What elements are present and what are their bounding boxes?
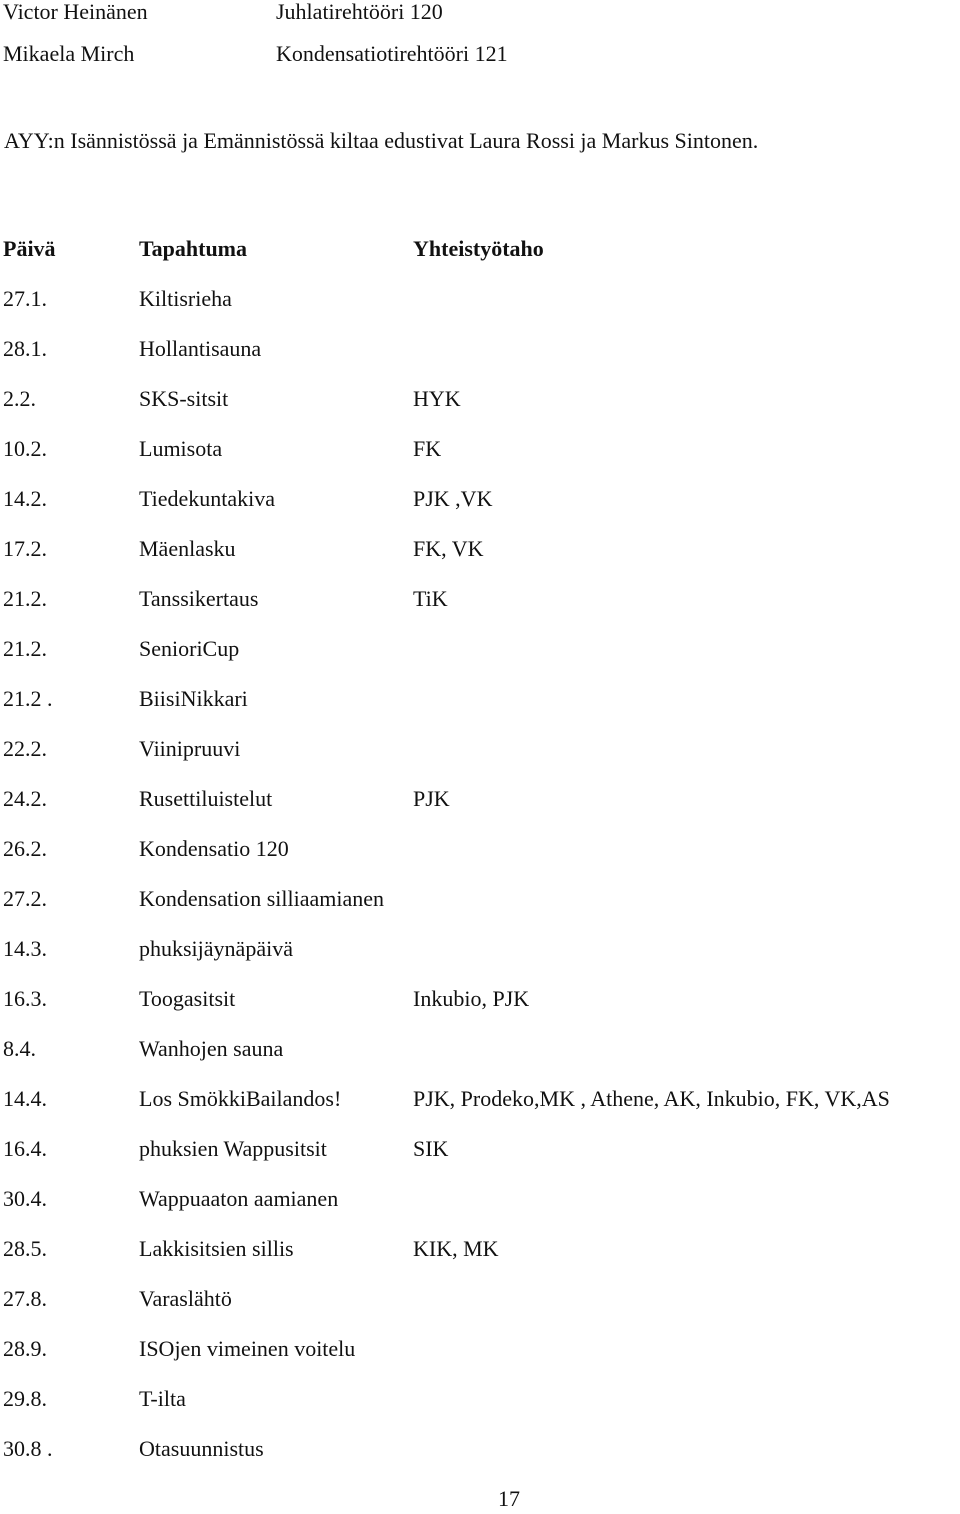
row-date: 28.9. (3, 1336, 47, 1361)
person-name: Victor Heinänen (3, 0, 148, 24)
row-event: Kondensation silliaamianen (139, 886, 384, 911)
row-date: 24.2. (3, 786, 47, 811)
row-partner: FK (413, 436, 442, 461)
page-number: 17 (498, 1486, 520, 1511)
row-date: 28.1. (3, 336, 47, 361)
row-partner: PJK (413, 786, 450, 811)
row-event: Rusettiluistelut (139, 786, 273, 811)
row-partner: PJK ,VK (413, 486, 493, 511)
row-date: 21.2. (3, 636, 47, 661)
row-date: 30.4. (3, 1186, 47, 1211)
row-event: Lakkisitsien sillis (139, 1236, 294, 1261)
row-partner: TiK (413, 586, 448, 611)
row-date: 16.3. (3, 986, 47, 1011)
row-event: Mäenlasku (139, 536, 236, 561)
header-event: Tapahtuma (139, 236, 248, 261)
row-partner: Inkubio, PJK (413, 986, 530, 1011)
row-partner: FK, VK (413, 536, 484, 561)
row-event: Los SmökkiBailandos! (139, 1086, 342, 1111)
row-date: 2.2. (3, 386, 36, 411)
row-event: Kiltisrieha (139, 286, 232, 311)
row-event: phuksijäynäpäivä (139, 936, 293, 961)
row-partner: PJK, Prodeko,MK , Athene, AK, Inkubio, FK, VK,AS (413, 1086, 890, 1111)
row-date: 14.2. (3, 486, 47, 511)
row-event: BiisiNikkari (139, 686, 248, 711)
row-event: Toogasitsit (139, 986, 236, 1011)
person-name: Mikaela Mirch (3, 41, 135, 66)
row-event: T-ilta (139, 1386, 186, 1411)
row-date: 10.2. (3, 436, 47, 461)
row-date: 27.1. (3, 286, 47, 311)
row-date: 17.2. (3, 536, 47, 561)
row-partner: SIK (413, 1136, 449, 1161)
row-date: 8.4. (3, 1036, 36, 1061)
row-event: SenioriCup (139, 636, 240, 661)
row-date: 14.4. (3, 1086, 47, 1111)
row-date: 26.2. (3, 836, 47, 861)
person-role: Juhlatirehtööri 120 (276, 0, 443, 24)
row-date: 28.5. (3, 1236, 47, 1261)
row-event: Otasuunnistus (139, 1436, 264, 1461)
row-date: 21.2 . (3, 686, 53, 711)
row-date: 22.2. (3, 736, 47, 761)
row-event: Varaslähtö (139, 1286, 232, 1311)
row-event: Wanhojen sauna (139, 1036, 284, 1061)
row-date: 14.3. (3, 936, 47, 961)
row-event: Viinipruuvi (139, 736, 241, 761)
row-date: 16.4. (3, 1136, 47, 1161)
person-role: Kondensatiotirehtööri 121 (276, 41, 508, 66)
row-date: 21.2. (3, 586, 47, 611)
row-date: 29.8. (3, 1386, 47, 1411)
row-event: Hollantisauna (139, 336, 262, 361)
row-date: 30.8 . (3, 1436, 53, 1461)
row-event: Tanssikertaus (139, 586, 259, 611)
row-date: 27.2. (3, 886, 47, 911)
row-partner: HYK (413, 386, 461, 411)
header-date: Päivä (3, 236, 56, 261)
row-event: Kondensatio 120 (139, 836, 289, 861)
row-event: Tiedekuntakiva (139, 486, 276, 511)
row-event: phuksien Wappusitsit (139, 1136, 327, 1161)
row-date: 27.8. (3, 1286, 47, 1311)
row-event: ISOjen vimeinen voitelu (139, 1336, 356, 1361)
row-event: Lumisota (139, 436, 223, 461)
row-event: Wappuaaton aamianen (139, 1186, 339, 1211)
header-partner: Yhteistyötaho (413, 236, 544, 261)
row-partner: KIK, MK (413, 1236, 499, 1261)
row-event: SKS-sitsit (139, 386, 229, 411)
statement-paragraph: AYY:n Isännistössä ja Emännistössä kiltaa edustivat Laura Rossi ja Markus Sintonen. (4, 128, 759, 153)
